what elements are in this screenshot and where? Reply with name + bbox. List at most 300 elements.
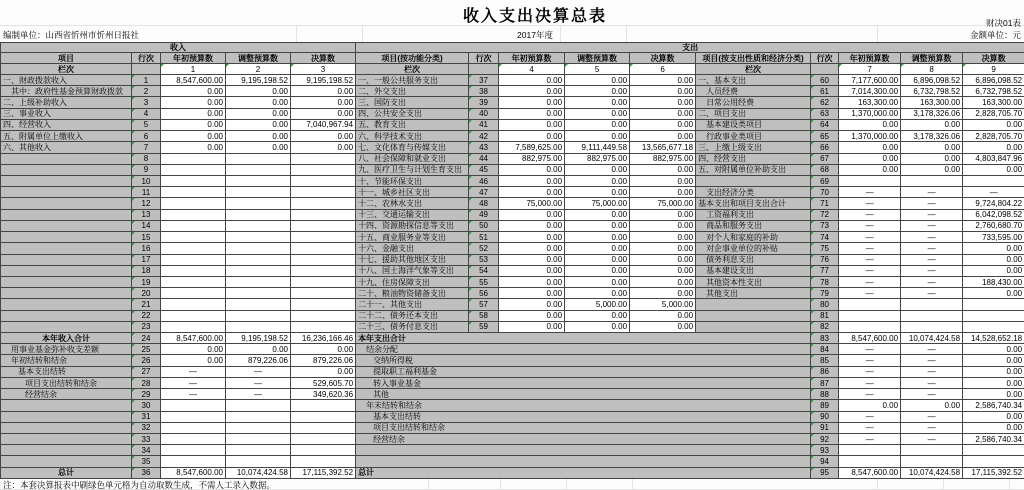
cell-value-line67-col3[interactable]: 4,803,847.96 bbox=[963, 153, 1024, 164]
cell-value-line65-col2[interactable]: 3,178,326.06 bbox=[901, 131, 963, 142]
cell-value-line24-col3[interactable]: 16,236,166.46 bbox=[291, 333, 356, 344]
cell-value-line6-col1[interactable]: 0.00 bbox=[161, 131, 226, 142]
cell-value-line41-col2[interactable]: 0.00 bbox=[565, 119, 630, 130]
cell-value-line21-col2[interactable] bbox=[226, 299, 291, 310]
cell-value-line40-col1[interactable]: 0.00 bbox=[499, 108, 565, 119]
cell-value-line44-col3[interactable]: 882,975.00 bbox=[630, 153, 696, 164]
cell-value-line63-col1[interactable]: 1,370,000.00 bbox=[839, 108, 901, 119]
cell-value-line52-col1[interactable]: 0.00 bbox=[499, 243, 565, 254]
cell-value-line25-col1[interactable]: 0.00 bbox=[161, 344, 226, 355]
cell-value-line4-col2[interactable]: 0.00 bbox=[226, 108, 291, 119]
cell-value-line21-col3[interactable] bbox=[291, 299, 356, 310]
cell-value-line93-col1[interactable] bbox=[839, 445, 901, 456]
cell-value-line83-col1[interactable]: 8,547,600.00 bbox=[839, 333, 901, 344]
cell-value-line94-col2[interactable] bbox=[901, 456, 963, 467]
cell-value-line42-col3[interactable]: 0.00 bbox=[630, 131, 696, 142]
cell-value-line45-col1[interactable]: 0.00 bbox=[499, 164, 565, 175]
cell-value-line56-col1[interactable]: 0.00 bbox=[499, 288, 565, 299]
cell-value-line94-col3[interactable] bbox=[963, 456, 1024, 467]
cell-value-line9-col1[interactable] bbox=[161, 164, 226, 175]
cell-value-line54-col1[interactable]: 0.00 bbox=[499, 265, 565, 276]
cell-value-line47-col1[interactable]: 0.00 bbox=[499, 187, 565, 198]
cell-value-line84-col3[interactable]: 0.00 bbox=[963, 344, 1024, 355]
cell-value-line50-col1[interactable]: 0.00 bbox=[499, 220, 565, 231]
cell-value-line32-col2[interactable] bbox=[226, 422, 291, 433]
cell-value-line37-col2[interactable]: 0.00 bbox=[565, 75, 630, 86]
cell-value-line39-col3[interactable]: 0.00 bbox=[630, 97, 696, 108]
cell-value-line71-col2[interactable]: — bbox=[901, 198, 963, 209]
cell-value-line78-col1[interactable]: — bbox=[839, 276, 901, 287]
cell-value-line64-col1[interactable]: 0.00 bbox=[839, 119, 901, 130]
cell-value-line81-col2[interactable] bbox=[901, 310, 963, 321]
cell-value-line48-col3[interactable]: 75,000.00 bbox=[630, 198, 696, 209]
cell-value-line3-col1[interactable]: 0.00 bbox=[161, 97, 226, 108]
cell-value-line45-col3[interactable]: 0.00 bbox=[630, 164, 696, 175]
cell-value-line7-col3[interactable]: 0.00 bbox=[291, 142, 356, 153]
cell-value-line19-col2[interactable] bbox=[226, 276, 291, 287]
cell-value-line46-col2[interactable]: 0.00 bbox=[565, 175, 630, 186]
cell-value-line16-col1[interactable] bbox=[161, 243, 226, 254]
cell-value-line38-col1[interactable]: 0.00 bbox=[499, 86, 565, 97]
cell-value-line1-col2[interactable]: 9,195,198.52 bbox=[226, 75, 291, 86]
cell-value-line61-col1[interactable]: 7,014,300.00 bbox=[839, 86, 901, 97]
cell-value-line85-col3[interactable]: 0.00 bbox=[963, 355, 1024, 366]
cell-value-line80-col3[interactable] bbox=[963, 299, 1024, 310]
cell-value-line52-col3[interactable]: 0.00 bbox=[630, 243, 696, 254]
cell-value-line73-col2[interactable]: — bbox=[901, 220, 963, 231]
cell-value-line46-col3[interactable]: 0.00 bbox=[630, 175, 696, 186]
cell-value-line84-col1[interactable]: — bbox=[839, 344, 901, 355]
cell-value-line88-col3[interactable]: 0.00 bbox=[963, 389, 1024, 400]
cell-value-line20-col1[interactable] bbox=[161, 288, 226, 299]
cell-value-line45-col2[interactable]: 0.00 bbox=[565, 164, 630, 175]
cell-value-line83-col2[interactable]: 10,074,424.58 bbox=[901, 333, 963, 344]
cell-value-line28-col1[interactable]: — bbox=[161, 377, 226, 388]
cell-value-line73-col1[interactable]: — bbox=[839, 220, 901, 231]
cell-value-line1-col3[interactable]: 9,195,198.52 bbox=[291, 75, 356, 86]
cell-value-line57-col1[interactable]: 0.00 bbox=[499, 299, 565, 310]
cell-value-line19-col3[interactable] bbox=[291, 276, 356, 287]
cell-value-line82-col1[interactable] bbox=[839, 321, 901, 332]
cell-value-line28-col3[interactable]: 529,605.70 bbox=[291, 377, 356, 388]
cell-value-line63-col2[interactable]: 3,178,326.06 bbox=[901, 108, 963, 119]
cell-value-line86-col3[interactable]: 0.00 bbox=[963, 366, 1024, 377]
cell-value-line12-col1[interactable] bbox=[161, 198, 226, 209]
cell-value-line33-col1[interactable] bbox=[161, 434, 226, 445]
cell-value-line59-col2[interactable]: 0.00 bbox=[565, 321, 630, 332]
cell-value-line81-col3[interactable] bbox=[963, 310, 1024, 321]
cell-value-line7-col1[interactable]: 0.00 bbox=[161, 142, 226, 153]
cell-value-line66-col1[interactable]: 0.00 bbox=[839, 142, 901, 153]
cell-value-line69-col2[interactable] bbox=[901, 175, 963, 186]
cell-value-line23-col2[interactable] bbox=[226, 321, 291, 332]
cell-value-line92-col2[interactable]: — bbox=[901, 434, 963, 445]
cell-value-line55-col3[interactable]: 0.00 bbox=[630, 276, 696, 287]
cell-value-line39-col2[interactable]: 0.00 bbox=[565, 97, 630, 108]
cell-value-line85-col2[interactable]: — bbox=[901, 355, 963, 366]
cell-value-line37-col1[interactable]: 0.00 bbox=[499, 75, 565, 86]
cell-value-line31-col3[interactable] bbox=[291, 411, 356, 422]
cell-value-line5-col1[interactable]: 0.00 bbox=[161, 119, 226, 130]
cell-value-line73-col3[interactable]: 2,760,680.70 bbox=[963, 220, 1024, 231]
cell-line-87: 87 bbox=[811, 377, 839, 388]
cell-value-line57-col3[interactable]: 5,000.00 bbox=[630, 299, 696, 310]
cell-value-line15-col1[interactable] bbox=[161, 232, 226, 243]
cell-value-line36-col1[interactable]: 8,547,600.00 bbox=[161, 467, 226, 478]
cell-value-line27-col2[interactable]: — bbox=[226, 366, 291, 377]
cell-value-line54-col3[interactable]: 0.00 bbox=[630, 265, 696, 276]
cell-value-line56-col3[interactable]: 0.00 bbox=[630, 288, 696, 299]
lanci-label-economic: 栏次 bbox=[696, 64, 811, 75]
cell-value-line79-col1[interactable]: — bbox=[839, 288, 901, 299]
cell-value-line27-col1[interactable]: — bbox=[161, 366, 226, 377]
cell-line-48: 48 bbox=[469, 198, 499, 209]
cell-value-line95-col3[interactable]: 17,115,392.52 bbox=[963, 467, 1024, 478]
cell-value-line8-col1[interactable] bbox=[161, 153, 226, 164]
cell-value-line93-col3[interactable] bbox=[963, 445, 1024, 456]
cell-value-line58-col1[interactable]: 0.00 bbox=[499, 310, 565, 321]
cell-value-line79-col3[interactable]: 0.00 bbox=[963, 288, 1024, 299]
cell-value-line36-col2[interactable]: 10,074,424.58 bbox=[226, 467, 291, 478]
cell-value-line48-col1[interactable]: 75,000.00 bbox=[499, 198, 565, 209]
cell-value-line32-col1[interactable] bbox=[161, 422, 226, 433]
cell-value-line40-col2[interactable]: 0.00 bbox=[565, 108, 630, 119]
cell-value-line32-col3[interactable] bbox=[291, 422, 356, 433]
cell-value-line17-col2[interactable] bbox=[226, 254, 291, 265]
cell-value-line8-col2[interactable] bbox=[226, 153, 291, 164]
cell-value-line87-col1[interactable]: — bbox=[839, 377, 901, 388]
cell-value-line57-col2[interactable]: 5,000.00 bbox=[565, 299, 630, 310]
cell-value-line71-col3[interactable]: 9,724,804.22 bbox=[963, 198, 1024, 209]
cell-line-18: 18 bbox=[132, 265, 161, 276]
cell-value-line36-col3[interactable]: 17,115,392.52 bbox=[291, 467, 356, 478]
cell-value-line2-col1[interactable]: 0.00 bbox=[161, 86, 226, 97]
cell-value-line21-col1[interactable] bbox=[161, 299, 226, 310]
lanci-number-8: 8 bbox=[901, 64, 963, 75]
cell-value-line77-col2[interactable]: — bbox=[901, 265, 963, 276]
cell-value-line17-col3[interactable] bbox=[291, 254, 356, 265]
cell-value-line68-col3[interactable]: 0.00 bbox=[963, 164, 1024, 175]
cell-value-line86-col2[interactable]: — bbox=[901, 366, 963, 377]
cell-value-line63-col3[interactable]: 2,828,705.70 bbox=[963, 108, 1024, 119]
cell-value-line17-col1[interactable] bbox=[161, 254, 226, 265]
cell-value-line5-col3[interactable]: 7,040,967.94 bbox=[291, 119, 356, 130]
cell-value-line9-col2[interactable] bbox=[226, 164, 291, 175]
cell-value-line31-col2[interactable] bbox=[226, 411, 291, 422]
cell-value-line8-col3[interactable] bbox=[291, 153, 356, 164]
cell-value-line41-col3[interactable]: 0.00 bbox=[630, 119, 696, 130]
cell-value-line26-col2[interactable]: 879,226.06 bbox=[226, 355, 291, 366]
cell-value-line77-col1[interactable]: — bbox=[839, 265, 901, 276]
cell-value-line3-col2[interactable]: 0.00 bbox=[226, 97, 291, 108]
cell-value-line90-col3[interactable]: 0.00 bbox=[963, 411, 1024, 422]
cell-value-line40-col3[interactable]: 0.00 bbox=[630, 108, 696, 119]
cell-value-line10-col3[interactable] bbox=[291, 175, 356, 186]
cell-value-line83-col3[interactable]: 14,528,652.18 bbox=[963, 333, 1024, 344]
cell-value-line53-col2[interactable]: 0.00 bbox=[565, 254, 630, 265]
economic-label-80 bbox=[696, 299, 811, 310]
cell-value-line60-col3[interactable]: 6,896,098.52 bbox=[963, 75, 1024, 86]
cell-value-line26-col3[interactable]: 879,226.06 bbox=[291, 355, 356, 366]
cell-value-line82-col3[interactable] bbox=[963, 321, 1024, 332]
cell-value-line28-col2[interactable]: — bbox=[226, 377, 291, 388]
cell-value-line79-col2[interactable]: — bbox=[901, 288, 963, 299]
cell-value-line76-col3[interactable]: 0.00 bbox=[963, 254, 1024, 265]
cell-value-line38-col3[interactable]: 0.00 bbox=[630, 86, 696, 97]
cell-value-line89-col2[interactable]: 0.00 bbox=[901, 400, 963, 411]
cell-value-line42-col2[interactable]: 0.00 bbox=[565, 131, 630, 142]
cell-value-line27-col3[interactable]: 0.00 bbox=[291, 366, 356, 377]
cell-value-line71-col1[interactable]: — bbox=[839, 198, 901, 209]
cell-value-line89-col1[interactable]: 0.00 bbox=[839, 400, 901, 411]
income-label-29: 经营结余 bbox=[1, 389, 132, 400]
cell-value-line85-col1[interactable]: — bbox=[839, 355, 901, 366]
cell-value-line22-col2[interactable] bbox=[226, 310, 291, 321]
cell-value-line52-col2[interactable]: 0.00 bbox=[565, 243, 630, 254]
cell-value-line24-col1[interactable]: 8,547,600.00 bbox=[161, 333, 226, 344]
cell-value-line68-col2[interactable]: 0.00 bbox=[901, 164, 963, 175]
cell-value-line92-col1[interactable]: — bbox=[839, 434, 901, 445]
cell-value-line95-col2[interactable]: 10,074,424.58 bbox=[901, 467, 963, 478]
cell-value-line75-col1[interactable]: — bbox=[839, 243, 901, 254]
cell-value-line93-col2[interactable] bbox=[901, 445, 963, 456]
cell-value-line35-col3[interactable] bbox=[291, 456, 356, 467]
cell-value-line74-col1[interactable]: — bbox=[839, 232, 901, 243]
cell-value-line35-col1[interactable] bbox=[161, 456, 226, 467]
cell-value-line89-col3[interactable]: 2,586,740.34 bbox=[963, 400, 1024, 411]
cell-value-line78-col3[interactable]: 188,430.00 bbox=[963, 276, 1024, 287]
cell-value-line6-col3[interactable]: 0.00 bbox=[291, 131, 356, 142]
cell-value-line49-col2[interactable]: 0.00 bbox=[565, 209, 630, 220]
cell-value-line61-col3[interactable]: 6,732,798.52 bbox=[963, 86, 1024, 97]
cell-value-line51-col3[interactable]: 0.00 bbox=[630, 232, 696, 243]
cell-value-line37-col3[interactable]: 0.00 bbox=[630, 75, 696, 86]
cell-value-line33-col3[interactable] bbox=[291, 434, 356, 445]
cell-value-line75-col2[interactable]: — bbox=[901, 243, 963, 254]
cell-value-line80-col2[interactable] bbox=[901, 299, 963, 310]
cell-value-line47-col2[interactable]: 0.00 bbox=[565, 187, 630, 198]
cell-value-line51-col2[interactable]: 0.00 bbox=[565, 232, 630, 243]
cell-value-line65-col1[interactable]: 1,370,000.00 bbox=[839, 131, 901, 142]
cell-value-line81-col1[interactable] bbox=[839, 310, 901, 321]
cell-value-line25-col2[interactable]: 0.00 bbox=[226, 344, 291, 355]
cell-value-line23-col3[interactable] bbox=[291, 321, 356, 332]
cell-value-line26-col1[interactable]: 0.00 bbox=[161, 355, 226, 366]
cell-value-line2-col3[interactable]: 0.00 bbox=[291, 86, 356, 97]
cell-value-line30-col1[interactable] bbox=[161, 400, 226, 411]
cell-value-line48-col2[interactable]: 75,000.00 bbox=[565, 198, 630, 209]
cell-value-line29-col2[interactable]: — bbox=[226, 389, 291, 400]
cell-value-line49-col1[interactable]: 0.00 bbox=[499, 209, 565, 220]
cell-value-line62-col1[interactable]: 163,300.00 bbox=[839, 97, 901, 108]
cell-value-line16-col2[interactable] bbox=[226, 243, 291, 254]
cell-value-line78-col2[interactable]: — bbox=[901, 276, 963, 287]
cell-value-line65-col3[interactable]: 2,828,705.70 bbox=[963, 131, 1024, 142]
cell-value-line76-col2[interactable]: — bbox=[901, 254, 963, 265]
cell-value-line44-col2[interactable]: 882,975.00 bbox=[565, 153, 630, 164]
cell-value-line58-col2[interactable]: 0.00 bbox=[565, 310, 630, 321]
cell-value-line94-col1[interactable] bbox=[839, 456, 901, 467]
cell-line-84: 84 bbox=[811, 344, 839, 355]
cell-value-line4-col1[interactable]: 0.00 bbox=[161, 108, 226, 119]
cell-value-line92-col3[interactable]: 2,586,740.34 bbox=[963, 434, 1024, 445]
cell-value-line50-col3[interactable]: 0.00 bbox=[630, 220, 696, 231]
cell-value-line43-col1[interactable]: 7,589,625.00 bbox=[499, 142, 565, 153]
cell-value-line60-col1[interactable]: 7,177,600.00 bbox=[839, 75, 901, 86]
cell-value-line70-col3[interactable]: — bbox=[963, 187, 1024, 198]
cell-value-line55-col2[interactable]: 0.00 bbox=[565, 276, 630, 287]
cell-value-line31-col1[interactable] bbox=[161, 411, 226, 422]
cell-value-line95-col1[interactable]: 8,547,600.00 bbox=[839, 467, 901, 478]
cell-value-line90-col2[interactable]: — bbox=[901, 411, 963, 422]
cell-value-line14-col1[interactable] bbox=[161, 220, 226, 231]
cell-value-line90-col1[interactable]: — bbox=[839, 411, 901, 422]
cell-value-line19-col1[interactable] bbox=[161, 276, 226, 287]
cell-value-line87-col3[interactable]: 0.00 bbox=[963, 377, 1024, 388]
cell-value-line18-col1[interactable] bbox=[161, 265, 226, 276]
cell-value-line20-col3[interactable] bbox=[291, 288, 356, 299]
cell-value-line6-col2[interactable]: 0.00 bbox=[226, 131, 291, 142]
cell-value-line13-col3[interactable] bbox=[291, 209, 356, 220]
cell-value-line1-col1[interactable]: 8,547,600.00 bbox=[161, 75, 226, 86]
cell-value-line18-col3[interactable] bbox=[291, 265, 356, 276]
cell-value-line23-col1[interactable] bbox=[161, 321, 226, 332]
cell-value-line74-col3[interactable]: 733,595.00 bbox=[963, 232, 1024, 243]
cell-value-line91-col1[interactable]: — bbox=[839, 422, 901, 433]
expenditure-footer-label-94 bbox=[356, 456, 811, 467]
cell-value-line49-col3[interactable]: 0.00 bbox=[630, 209, 696, 220]
cell-value-line67-col2[interactable]: 0.00 bbox=[901, 153, 963, 164]
cell-value-line14-col2[interactable] bbox=[226, 220, 291, 231]
cell-value-line34-col3[interactable] bbox=[291, 445, 356, 456]
cell-value-line22-col1[interactable] bbox=[161, 310, 226, 321]
cell-value-line7-col2[interactable]: 0.00 bbox=[226, 142, 291, 153]
cell-value-line5-col2[interactable]: 0.00 bbox=[226, 119, 291, 130]
cell-value-line58-col3[interactable]: 0.00 bbox=[630, 310, 696, 321]
cell-value-line82-col2[interactable] bbox=[901, 321, 963, 332]
cell-value-line34-col1[interactable] bbox=[161, 445, 226, 456]
cell-value-line33-col2[interactable] bbox=[226, 434, 291, 445]
cell-value-line43-col2[interactable]: 9,111,449.58 bbox=[565, 142, 630, 153]
cell-value-line47-col3[interactable]: 0.00 bbox=[630, 187, 696, 198]
cell-value-line41-col1[interactable]: 0.00 bbox=[499, 119, 565, 130]
cell-value-line72-col1[interactable]: — bbox=[839, 209, 901, 220]
cell-value-line59-col3[interactable]: 0.00 bbox=[630, 321, 696, 332]
cell-value-line13-col1[interactable] bbox=[161, 209, 226, 220]
economic-label-77: 基本建设支出 bbox=[696, 265, 811, 276]
cell-value-line3-col3[interactable]: 0.00 bbox=[291, 97, 356, 108]
cell-value-line88-col2[interactable]: — bbox=[901, 389, 963, 400]
cell-value-line64-col2[interactable]: 0.00 bbox=[901, 119, 963, 130]
cell-value-line62-col3[interactable]: 163,300.00 bbox=[963, 97, 1024, 108]
cell-value-line43-col3[interactable]: 13,565,677.18 bbox=[630, 142, 696, 153]
cell-value-line11-col1[interactable] bbox=[161, 187, 226, 198]
cell-value-line18-col2[interactable] bbox=[226, 265, 291, 276]
cell-value-line64-col3[interactable]: 0.00 bbox=[963, 119, 1024, 130]
cell-value-line44-col1[interactable]: 882,975.00 bbox=[499, 153, 565, 164]
cell-value-line24-col2[interactable]: 9,195,198.52 bbox=[226, 333, 291, 344]
cell-value-line61-col2[interactable]: 6,732,798.52 bbox=[901, 86, 963, 97]
cell-value-line66-col2[interactable]: 0.00 bbox=[901, 142, 963, 153]
cell-value-line29-col1[interactable]: — bbox=[161, 389, 226, 400]
cell-value-line72-col2[interactable]: — bbox=[901, 209, 963, 220]
cell-value-line67-col1[interactable]: 0.00 bbox=[839, 153, 901, 164]
cell-value-line70-col1[interactable]: — bbox=[839, 187, 901, 198]
cell-value-line88-col1[interactable]: — bbox=[839, 389, 901, 400]
cell-value-line69-col3[interactable] bbox=[963, 175, 1024, 186]
cell-value-line22-col3[interactable] bbox=[291, 310, 356, 321]
cell-value-line86-col1[interactable]: — bbox=[839, 366, 901, 377]
cell-value-line15-col2[interactable] bbox=[226, 232, 291, 243]
cell-value-line66-col3[interactable]: 0.00 bbox=[963, 142, 1024, 153]
column-header-income-4: 决算数 bbox=[291, 53, 356, 64]
cell-value-line91-col3[interactable]: 0.00 bbox=[963, 422, 1024, 433]
cell-value-line60-col2[interactable]: 6,896,098.52 bbox=[901, 75, 963, 86]
cell-value-line2-col2[interactable]: 0.00 bbox=[226, 86, 291, 97]
cell-value-line80-col1[interactable] bbox=[839, 299, 901, 310]
cell-value-line56-col2[interactable]: 0.00 bbox=[565, 288, 630, 299]
cell-value-line54-col2[interactable]: 0.00 bbox=[565, 265, 630, 276]
cell-value-line55-col1[interactable]: 0.00 bbox=[499, 276, 565, 287]
cell-value-line76-col1[interactable]: — bbox=[839, 254, 901, 265]
cell-value-line11-col3[interactable] bbox=[291, 187, 356, 198]
economic-label-74: 对个人和家庭的补助 bbox=[696, 232, 811, 243]
cell-value-line12-col3[interactable] bbox=[291, 198, 356, 209]
cell-value-line15-col3[interactable] bbox=[291, 232, 356, 243]
cell-value-line39-col1[interactable]: 0.00 bbox=[499, 97, 565, 108]
cell-value-line87-col2[interactable]: — bbox=[901, 377, 963, 388]
cell-value-line91-col2[interactable]: — bbox=[901, 422, 963, 433]
cell-value-line12-col2[interactable] bbox=[226, 198, 291, 209]
cell-value-line62-col2[interactable]: 163,300.00 bbox=[901, 97, 963, 108]
cell-value-line84-col2[interactable]: — bbox=[901, 344, 963, 355]
cell-value-line77-col3[interactable]: 0.00 bbox=[963, 265, 1024, 276]
cell-value-line29-col3[interactable]: 349,620.36 bbox=[291, 389, 356, 400]
cell-value-line75-col3[interactable]: 0.00 bbox=[963, 243, 1024, 254]
cell-value-line10-col2[interactable] bbox=[226, 175, 291, 186]
cell-value-line68-col1[interactable]: 0.00 bbox=[839, 164, 901, 175]
cell-value-line69-col1[interactable] bbox=[839, 175, 901, 186]
cell-value-line11-col2[interactable] bbox=[226, 187, 291, 198]
cell-value-line70-col2[interactable]: — bbox=[901, 187, 963, 198]
cell-value-line42-col1[interactable]: 0.00 bbox=[499, 131, 565, 142]
income-label-14 bbox=[1, 220, 132, 231]
cell-value-line9-col3[interactable] bbox=[291, 164, 356, 175]
cell-value-line35-col2[interactable] bbox=[226, 456, 291, 467]
cell-line-88: 88 bbox=[811, 389, 839, 400]
cell-value-line25-col3[interactable]: 0.00 bbox=[291, 344, 356, 355]
cell-value-line72-col3[interactable]: 6,042,098.52 bbox=[963, 209, 1024, 220]
cell-value-line46-col1[interactable]: 0.00 bbox=[499, 175, 565, 186]
cell-value-line53-col3[interactable]: 0.00 bbox=[630, 254, 696, 265]
cell-value-line20-col2[interactable] bbox=[226, 288, 291, 299]
cell-value-line10-col1[interactable] bbox=[161, 175, 226, 186]
cell-value-line53-col1[interactable]: 0.00 bbox=[499, 254, 565, 265]
cell-value-line34-col2[interactable] bbox=[226, 445, 291, 456]
cell-value-line16-col3[interactable] bbox=[291, 243, 356, 254]
cell-value-line14-col3[interactable] bbox=[291, 220, 356, 231]
cell-value-line38-col2[interactable]: 0.00 bbox=[565, 86, 630, 97]
cell-value-line13-col2[interactable] bbox=[226, 209, 291, 220]
cell-value-line50-col2[interactable]: 0.00 bbox=[565, 220, 630, 231]
cell-value-line74-col2[interactable]: — bbox=[901, 232, 963, 243]
cell-value-line51-col1[interactable]: 0.00 bbox=[499, 232, 565, 243]
cell-value-line59-col1[interactable]: 0.00 bbox=[499, 321, 565, 332]
cell-value-line30-col2[interactable] bbox=[226, 400, 291, 411]
lanci-number-1: 1 bbox=[161, 64, 226, 75]
cell-value-line4-col3[interactable]: 0.00 bbox=[291, 108, 356, 119]
cell-value-line30-col3[interactable] bbox=[291, 400, 356, 411]
